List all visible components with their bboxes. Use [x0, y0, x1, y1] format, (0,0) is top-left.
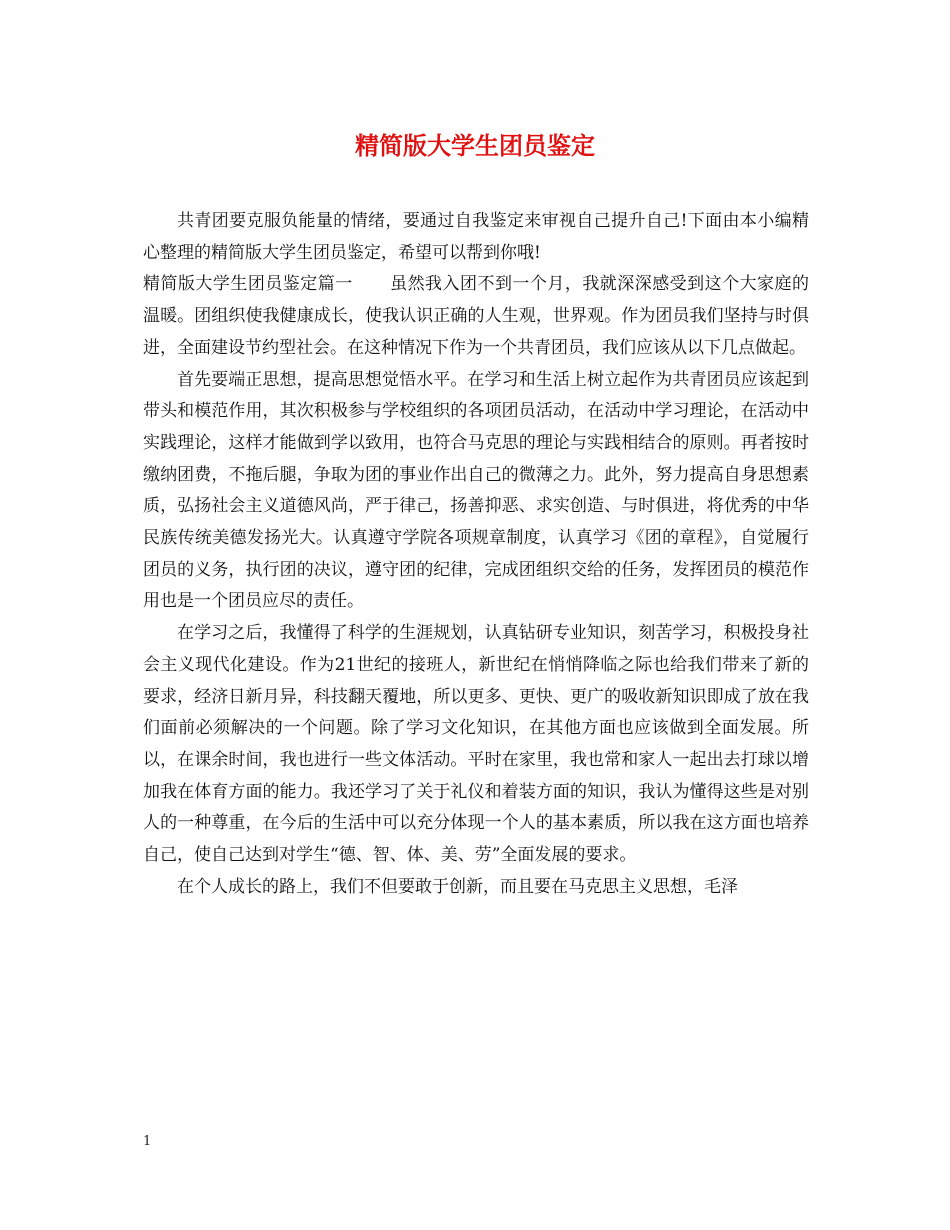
page-number: 1	[143, 1134, 152, 1149]
body-paragraph: 在学习之后，我懂得了科学的生涯规划，认真钻研专业知识，刻苦学习，积极投身社会主义现代化建设。作为21世纪的接班人，新世纪在悄悄降临之际也给我们带来了新的要求，经济日新月异，科技翻天覆地，所以更多、更快、更广的吸收新知识即成了放在我们面前必须解决的一个问题。除了学习文化知识，在其他方面也应该做到全面发展。所以，在课余时间，我也进行一些文体活动。平时在家里，我也常和家人一起出去打球以增加我在体育方面的能力。我还学习了关于礼仪和着装方面的知识，我认为懂得这些是对别人的一种尊重，在今后的生活中可以充分体现一个人的基本素质，所以我在这方面也培养自己，使自己达到对学生“德、智、体、美、劳”全面发展的要求。	[143, 623, 809, 866]
body-paragraph: 首先要端正思想，提高思想觉悟水平。在学习和生活上树立起作为共青团员应该起到带头和模范作用，其次积极参与学校组织的各项团员活动，在活动中学习理论，在活动中实践理论，这样才能做到学以致用，也符合马克思的理论与实践相结合的原则。再者按时缴纳团费，不拖后腿，争取为团的事业作出自己的微薄之力。此外，努力提高自身思想素质，弘扬社会主义道德风尚，严于律己，扬善抑恶、求实创造、与时俱进，将优秀的中华民族传统美德发扬光大。认真遵守学院各项规章制度，认真学习《团的章程》，自觉履行团员的义务，执行团的决议，遵守团的纪律，完成团组织交给的任务，发挥团员的模范作用也是一个团员应尽的责任。	[143, 369, 809, 612]
document-body	[143, 206, 809, 903]
document-title: 精简版大学生团员鉴定	[355, 131, 595, 160]
body-paragraph: 在个人成长的路上，我们不但要敢于创新，而且要在马克思主义思想，毛泽	[177, 876, 738, 897]
section-first-paragraph-text: 虽然我入团不到一个月，我就深深感受到这个大家庭的温暖。团组织使我健康成长，使我认识正确的人生观，世界观。作为团员我们坚持与时俱进，全面建设节约型社会。在这种情况下作为一个共青团员，我们应该从以下几点做起。	[143, 274, 810, 358]
section-label: 精简版大学生团员鉴定篇一	[143, 274, 353, 295]
intro-paragraph: 共青团要克服负能量的情绪，要通过自我鉴定来审视自己提升自己!下面由本小编精心整理的精简版大学生团员鉴定，希望可以帮到你哦!	[143, 211, 809, 263]
section-first-paragraph	[143, 269, 809, 364]
